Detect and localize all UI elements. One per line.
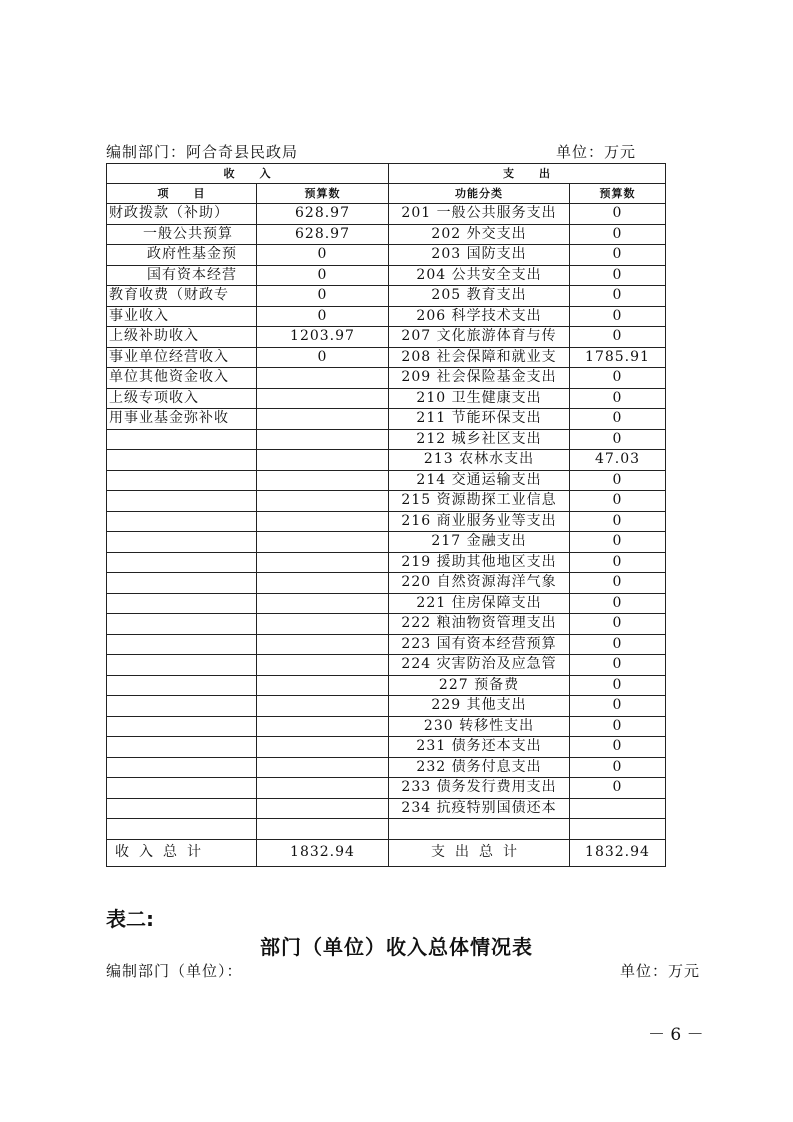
expense-function-cell: 212 城乡社区支出	[389, 429, 570, 450]
expense-budget-cell: 0	[570, 655, 666, 676]
income-budget-cell	[257, 450, 389, 471]
expense-function-cell: 224 灾害防治及应急管	[389, 655, 570, 676]
income-budget-cell: 0	[257, 347, 389, 368]
expense-budget-cell: 0	[570, 204, 666, 225]
table-row	[107, 757, 666, 778]
table-row	[107, 388, 666, 409]
table-row	[107, 429, 666, 450]
page-number: － 6 －	[648, 1025, 704, 1045]
income-budget-cell	[257, 675, 389, 696]
income-budget-cell	[257, 716, 389, 737]
income-item-cell	[107, 696, 257, 717]
income-budget-cell	[257, 429, 389, 450]
table-row	[107, 819, 666, 840]
table-row	[107, 737, 666, 758]
income-budget-cell	[257, 470, 389, 491]
income-budget-cell: 628.97	[257, 224, 389, 245]
income-item-cell	[107, 798, 257, 819]
income-budget-cell	[257, 593, 389, 614]
expense-function-cell: 217 金融支出	[389, 532, 570, 553]
income-item-cell	[107, 675, 257, 696]
expense-budget-cell: 47.03	[570, 450, 666, 471]
expense-budget-cell: 0	[570, 675, 666, 696]
expense-function-cell: 222 粮油物资管理支出	[389, 614, 570, 635]
income-budget-cell	[257, 511, 389, 532]
income-item-cell	[107, 778, 257, 799]
expense-function-cell: 210 卫生健康支出	[389, 388, 570, 409]
expense-function-cell: 227 预备费	[389, 675, 570, 696]
table-row	[107, 655, 666, 676]
income-item-cell: 事业单位经营收入	[107, 347, 257, 368]
income-item-cell: 国有资本经营	[107, 265, 257, 286]
expense-function-cell: 229 其他支出	[389, 696, 570, 717]
expense-function-cell: 232 债务付息支出	[389, 757, 570, 778]
income-item-cell	[107, 470, 257, 491]
table-row	[107, 634, 666, 655]
expense-function-cell: 205 教育支出	[389, 286, 570, 307]
income-item-cell	[107, 757, 257, 778]
expense-function-cell: 201 一般公共服务支出	[389, 204, 570, 225]
table-row	[107, 470, 666, 491]
expense-function-cell: 213 农林水支出	[389, 450, 570, 471]
income-item-cell	[107, 614, 257, 635]
section-dept-label: 编制部门（单位）：	[106, 962, 243, 980]
income-budget-cell	[257, 614, 389, 635]
income-item-cell: 一般公共预算	[107, 224, 257, 245]
income-budget-cell	[257, 737, 389, 758]
expense-budget-cell: 0	[570, 470, 666, 491]
expense-budget-cell: 0	[570, 388, 666, 409]
income-budget-cell	[257, 798, 389, 819]
income-budget-cell	[257, 409, 389, 430]
expense-budget-cell: 0	[570, 778, 666, 799]
table-row	[107, 368, 666, 389]
expense-budget-cell: 0	[570, 552, 666, 573]
table-row	[107, 265, 666, 286]
col-function-header: 功能分类	[389, 184, 570, 204]
income-item-cell: 单位其他资金收入	[107, 368, 257, 389]
income-item-cell	[107, 573, 257, 594]
section-unit-label: 单位：万元	[620, 962, 701, 980]
expense-function-cell: 208 社会保障和就业支	[389, 347, 570, 368]
total-expense-value: 1832.94	[570, 839, 666, 866]
table-row	[107, 450, 666, 471]
expense-function-cell: 233 债务发行费用支出	[389, 778, 570, 799]
expense-function-cell: 209 社会保险基金支出	[389, 368, 570, 389]
expense-budget-cell: 0	[570, 634, 666, 655]
table-row	[107, 491, 666, 512]
income-budget-cell: 0	[257, 306, 389, 327]
section-label: 表二:	[106, 907, 154, 931]
expense-budget-cell: 0	[570, 532, 666, 553]
expense-budget-cell: 0	[570, 368, 666, 389]
income-budget-cell: 1203.97	[257, 327, 389, 348]
expense-budget-cell: 0	[570, 429, 666, 450]
expense-budget-cell: 0	[570, 757, 666, 778]
col-item-header: 项 目	[107, 184, 257, 204]
table-row	[107, 204, 666, 225]
expense-budget-cell	[570, 819, 666, 840]
expense-budget-cell: 0	[570, 573, 666, 594]
income-item-cell	[107, 552, 257, 573]
table-row	[107, 409, 666, 430]
income-item-cell	[107, 634, 257, 655]
table-row	[107, 778, 666, 799]
income-item-cell: 事业收入	[107, 306, 257, 327]
expense-function-cell: 219 援助其他地区支出	[389, 552, 570, 573]
table-row	[107, 614, 666, 635]
expense-budget-cell: 0	[570, 511, 666, 532]
table-row	[107, 347, 666, 368]
col-budget-header: 预算数	[570, 184, 666, 204]
income-budget-cell	[257, 491, 389, 512]
income-item-cell	[107, 737, 257, 758]
table-row	[107, 552, 666, 573]
expense-budget-cell: 0	[570, 737, 666, 758]
expense-function-cell: 221 住房保障支出	[389, 593, 570, 614]
total-row	[107, 839, 666, 866]
expense-budget-cell: 0	[570, 696, 666, 717]
expense-function-cell: 215 资源勘探工业信息	[389, 491, 570, 512]
table-row	[107, 327, 666, 348]
dept-label: 编制部门：阿合奇县民政局	[106, 143, 299, 161]
income-budget-cell: 0	[257, 265, 389, 286]
budget-table	[106, 163, 666, 867]
section-title: 部门（单位）收入总体情况表	[260, 935, 533, 959]
table-row	[107, 306, 666, 327]
income-budget-cell	[257, 634, 389, 655]
income-item-cell	[107, 655, 257, 676]
income-item-cell: 上级专项收入	[107, 388, 257, 409]
income-item-cell	[107, 532, 257, 553]
expense-budget-cell	[570, 798, 666, 819]
income-budget-cell	[257, 552, 389, 573]
expense-budget-cell: 0	[570, 593, 666, 614]
expense-header: 支 出	[389, 164, 666, 184]
income-budget-cell: 628.97	[257, 204, 389, 225]
income-budget-cell: 0	[257, 286, 389, 307]
expense-function-cell	[389, 819, 570, 840]
expense-budget-cell: 0	[570, 245, 666, 266]
expense-function-cell: 214 交通运输支出	[389, 470, 570, 491]
income-item-cell: 用事业基金弥补收	[107, 409, 257, 430]
expense-function-cell: 223 国有资本经营预算	[389, 634, 570, 655]
expense-budget-cell: 1785.91	[570, 347, 666, 368]
income-item-cell: 教育收费（财政专	[107, 286, 257, 307]
expense-function-cell: 216 商业服务业等支出	[389, 511, 570, 532]
expense-function-cell: 203 国防支出	[389, 245, 570, 266]
expense-function-cell: 204 公共安全支出	[389, 265, 570, 286]
income-item-cell: 上级补助收入	[107, 327, 257, 348]
expense-budget-cell: 0	[570, 306, 666, 327]
expense-budget-cell: 0	[570, 224, 666, 245]
table-row	[107, 511, 666, 532]
expense-function-cell: 206 科学技术支出	[389, 306, 570, 327]
income-item-cell	[107, 819, 257, 840]
income-budget-cell	[257, 778, 389, 799]
table-row	[107, 716, 666, 737]
income-budget-cell	[257, 388, 389, 409]
table-row	[107, 593, 666, 614]
col-budget-header: 预算数	[257, 184, 389, 204]
expense-function-cell: 234 抗疫特别国债还本	[389, 798, 570, 819]
income-item-cell	[107, 716, 257, 737]
expense-budget-cell: 0	[570, 716, 666, 737]
income-budget-cell	[257, 655, 389, 676]
expense-function-cell: 202 外交支出	[389, 224, 570, 245]
table-row	[107, 675, 666, 696]
expense-budget-cell: 0	[570, 491, 666, 512]
income-item-cell	[107, 593, 257, 614]
income-item-cell: 政府性基金预	[107, 245, 257, 266]
income-budget-cell	[257, 368, 389, 389]
expense-function-cell: 211 节能环保支出	[389, 409, 570, 430]
total-income-value: 1832.94	[257, 839, 389, 866]
unit-label: 单位：万元	[556, 143, 637, 161]
expense-budget-cell: 0	[570, 286, 666, 307]
income-header: 收 入	[107, 164, 389, 184]
income-item-cell	[107, 429, 257, 450]
expense-function-cell: 231 债务还本支出	[389, 737, 570, 758]
total-expense-label: 支出总计	[389, 839, 570, 866]
table-row	[107, 798, 666, 819]
income-item-cell	[107, 450, 257, 471]
table-row	[107, 573, 666, 594]
expense-budget-cell: 0	[570, 614, 666, 635]
income-budget-cell	[257, 819, 389, 840]
expense-budget-cell: 0	[570, 265, 666, 286]
expense-budget-cell: 0	[570, 327, 666, 348]
income-budget-cell: 0	[257, 245, 389, 266]
expense-budget-cell: 0	[570, 409, 666, 430]
income-budget-cell	[257, 696, 389, 717]
table-row	[107, 286, 666, 307]
table-row	[107, 532, 666, 553]
expense-function-cell: 207 文化旅游体育与传	[389, 327, 570, 348]
expense-function-cell: 230 转移性支出	[389, 716, 570, 737]
total-income-label: 收入总计	[107, 839, 257, 866]
income-item-cell	[107, 511, 257, 532]
income-item-cell: 财政拨款（补助）	[107, 204, 257, 225]
income-budget-cell	[257, 573, 389, 594]
table-row	[107, 245, 666, 266]
expense-function-cell: 220 自然资源海洋气象	[389, 573, 570, 594]
income-budget-cell	[257, 532, 389, 553]
income-budget-cell	[257, 757, 389, 778]
table-row	[107, 696, 666, 717]
income-item-cell	[107, 491, 257, 512]
table-row	[107, 224, 666, 245]
